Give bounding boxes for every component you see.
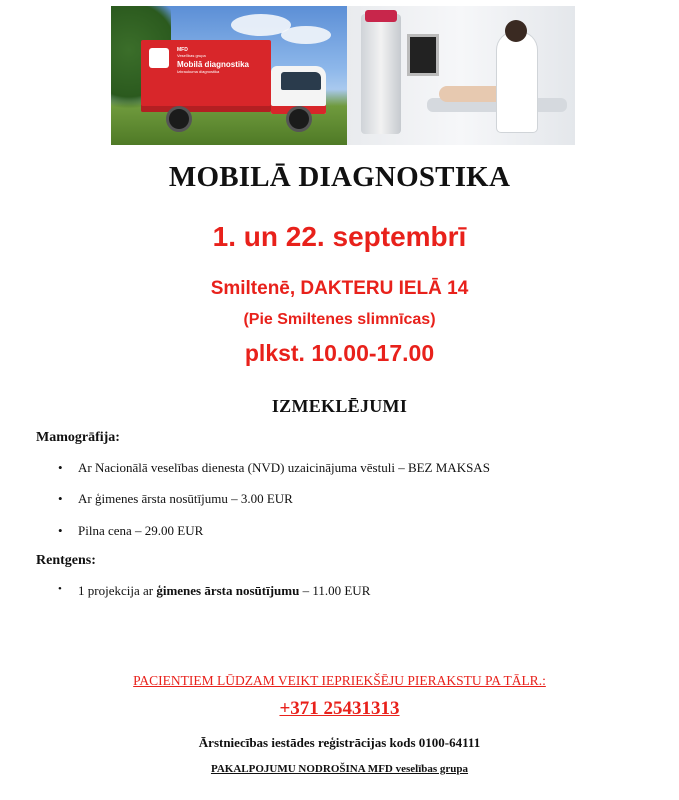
truck-label-sub: Izbraukuma diagnostika xyxy=(177,68,220,74)
bullet-icon: • xyxy=(58,523,63,538)
section-title: IZMEKLĒJUMI xyxy=(271,396,408,416)
provider-note: PAKALPOJUMU NODROŠINA MFD veselības grupa xyxy=(210,763,469,775)
xray-label: Rentgens: xyxy=(36,553,96,568)
registration-code: Ārstniecības iestādes reģistrācijas kods 0100-64111 xyxy=(198,735,481,750)
list-item-text xyxy=(78,583,370,599)
event-date: 1. un 22. septembrī xyxy=(212,221,467,252)
event-location: Smiltenē, DAKTERU IELĀ 14 xyxy=(210,278,469,299)
header-photos xyxy=(111,6,575,145)
truck-trailer xyxy=(141,40,271,112)
mammography-label: Mamogrāfija: xyxy=(36,430,120,445)
xray-item-bold: ģimenes ārsta nosūtījumu xyxy=(156,583,300,598)
truck-logo-sub: Veselības grupa xyxy=(177,52,206,58)
page-title: MOBILĀ DIAGNOSTIKA xyxy=(168,161,511,193)
bullet-icon: • xyxy=(58,460,63,475)
bullet-icon: • xyxy=(58,491,63,506)
bullet-icon: • xyxy=(58,583,62,595)
event-time: plkst. 10.00-17.00 xyxy=(244,340,435,366)
mammography-room-photo xyxy=(347,6,575,145)
xray-item-prefix: 1 projekcija ar xyxy=(78,583,157,598)
mobile-truck-photo xyxy=(111,6,347,145)
list-item-text: Ar ģimenes ārsta nosūtījumu – 3.00 EUR xyxy=(78,491,293,506)
monitor xyxy=(407,34,439,76)
truck-label: Mobilā diagnostika xyxy=(177,59,250,69)
truck-logo-title: MFD xyxy=(177,47,188,53)
event-location-note: (Pie Smiltenes slimnīcas) xyxy=(243,311,436,328)
appointment-notice: PACIENTIEM LŪDZAM VEIKT IEPRIEKŠĒJU PIERAKSTU PA TĀLR.: xyxy=(133,673,546,688)
doctor xyxy=(497,32,537,132)
mammography-machine xyxy=(361,14,401,134)
xray-item-suffix: – 11.00 EUR xyxy=(299,583,371,598)
list-item-text: Ar Nacionālā veselības dienesta (NVD) uzaicinājuma vēstuli – BEZ MAKSAS xyxy=(78,460,490,475)
phone-number[interactable]: +371 25431313 xyxy=(279,698,400,719)
list-item-text: Pilna cena – 29.00 EUR xyxy=(78,523,204,538)
mfd-logo xyxy=(149,48,169,68)
